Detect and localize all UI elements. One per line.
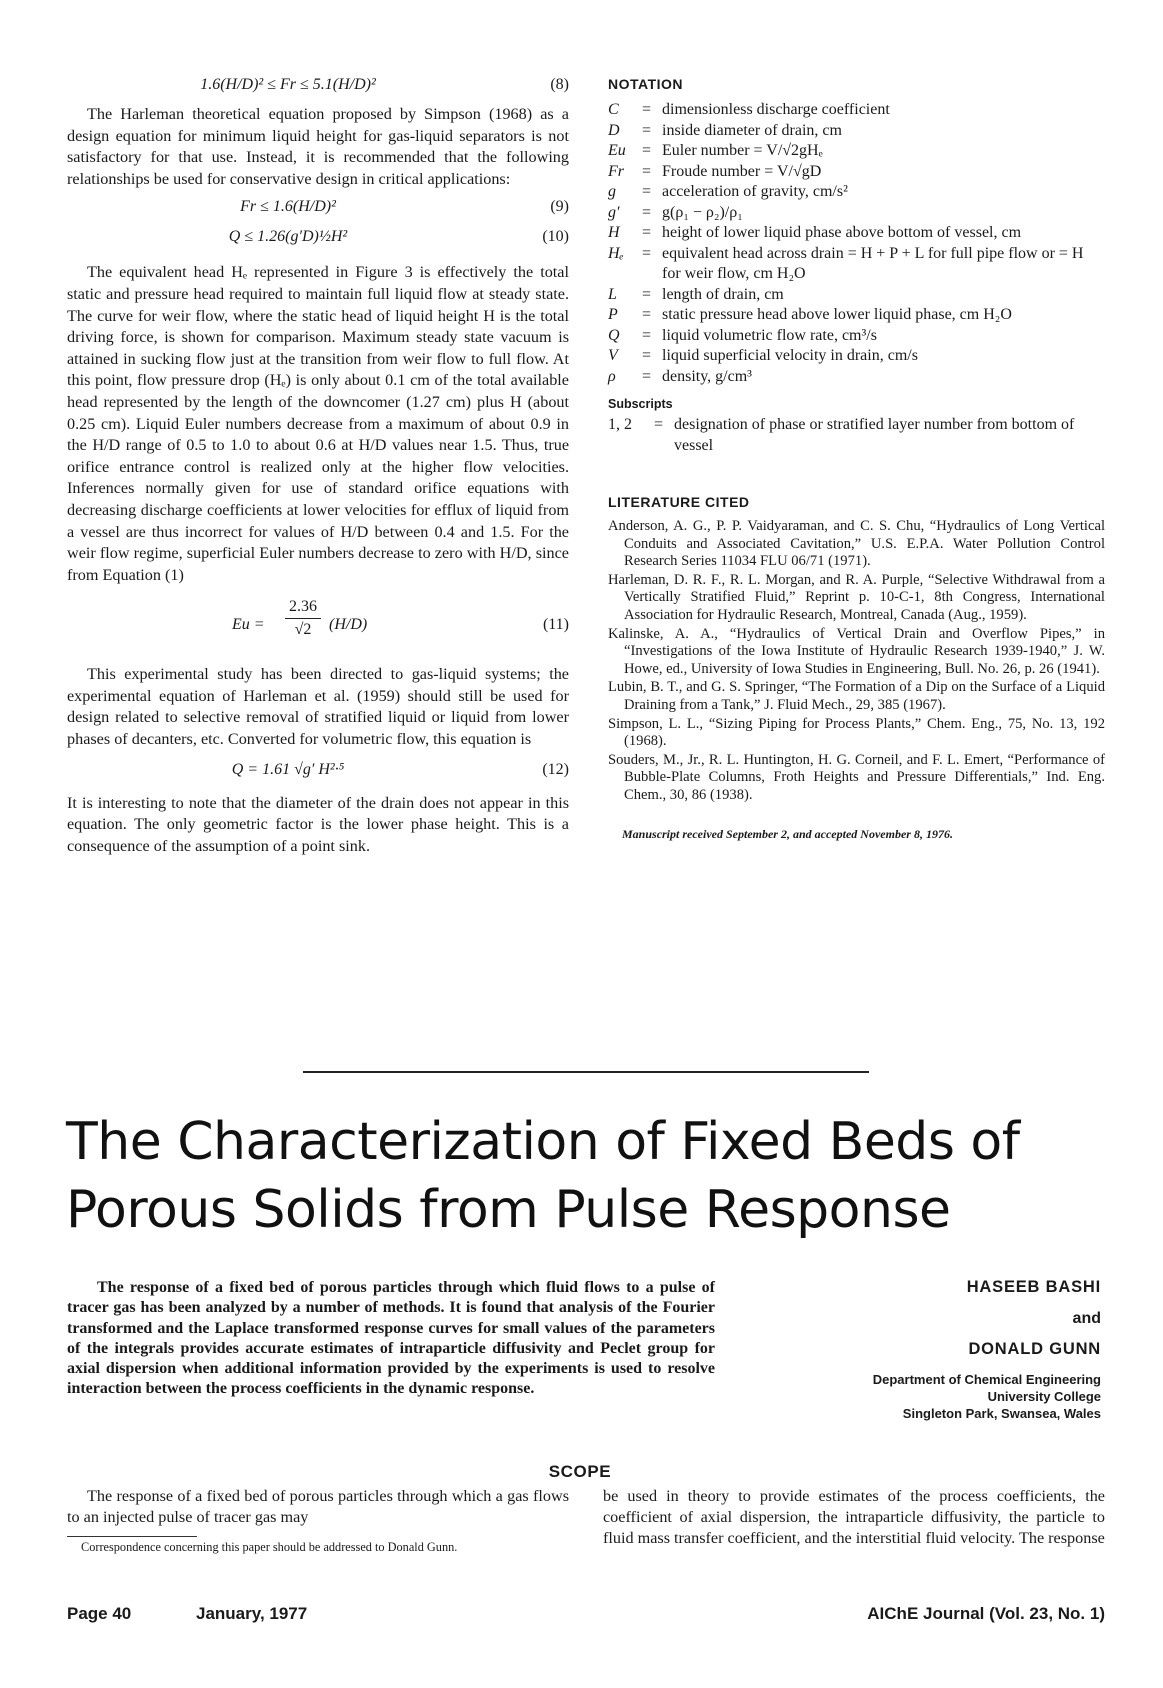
notation-symbol: g′ bbox=[608, 203, 620, 221]
reference-item: Anderson, A. G., P. P. Vaidyaraman, and C. S. Chu, “Hydraulics of Long Vertical Conduits and Associated Cavitation,” U.S. E.P.A. Water Pollution Control Research Series 11034 FLU 06/71 (1971). bbox=[608, 518, 1105, 570]
notation-definition: dimensionless discharge coefficient bbox=[662, 101, 890, 118]
notation-equals: = bbox=[642, 142, 652, 159]
notation-equals: = bbox=[642, 224, 652, 241]
scope-text-right: be used in theory to provide estimates of the process coefficients, the coefficient of axial dispersion, the intraparticle diffusivity, the particle to fluid mass transfer coefficient, and the interstitial fluid velocity. The response bbox=[603, 1487, 1105, 1547]
page-number: Page 40 bbox=[67, 1604, 132, 1623]
subscript-row bbox=[608, 415, 1105, 456]
subscript-definition: designation of phase or stratified layer number from bottom of vessel bbox=[674, 416, 1075, 454]
equation-9-expr: Fr ≤ 1.6(H/D)² bbox=[240, 198, 336, 216]
literature-list bbox=[608, 518, 1105, 805]
correspondence-footnote: Correspondence concerning this paper should be addressed to Donald Gunn. bbox=[81, 1540, 458, 1554]
notation-equals: = bbox=[642, 121, 652, 139]
reference-item: Lubin, B. T., and G. S. Springer, “The Formation of a Dip on the Surface of a Liquid Draining from a Tank,” J. Fluid Mech., 29, 385 (1967). bbox=[608, 679, 1105, 713]
equation-12-expr: Q = 1.61 √g′ H²·⁵ bbox=[231, 760, 345, 778]
notation-definition: acceleration of gravity, cm/s² bbox=[662, 183, 848, 200]
affiliation-college: University College bbox=[987, 1389, 1101, 1404]
notation-equals: = bbox=[642, 244, 652, 262]
notation-definition: density, g/cm³ bbox=[662, 367, 752, 385]
article-title bbox=[66, 1108, 1106, 1244]
subscripts-heading: Subscripts bbox=[608, 397, 673, 411]
notation-equals: = bbox=[642, 347, 652, 364]
equation-8 bbox=[67, 76, 569, 100]
scope-text-left: The response of a fixed bed of porous particles through which a gas flows to an injected pulse of tracer gas may bbox=[67, 1487, 569, 1526]
notation-row bbox=[608, 367, 1105, 388]
paragraph-equivalent-head: The equivalent head Hₑ represented in Figure 3 is effectively the total static and pressure head required to maintain full liquid flow at steady state. The curve for weir flow, where the static head of liquid height H is the total driving force, is shown for comparison. Maximum steady state vacuum is attained in sucking flow just at the transition from weir flow to full flow. At this point, flow pressure drop (Hₑ) is only about 0.1 cm of the total available head represented by the length of the downcomer (1.27 cm) plus H (about 0.25 cm). Liquid Euler numbers decrease from a maximum of about 0.9 in the H/D range of 0.5 to 1.0 to about 0.6 at H/D values near 1.5. Thus, true orifice entrance control is realized only at the higher flow velocities. Inferences normally given for use of standard orifice equations with decreasing discharge coefficients at lower velocities for efflux of liquid from a vessel are thus incorrect for values of H/D between 0.4 and 1.5. For the weir flow regime, superficial Euler numbers decrease to zero with H/D, since from Equation (1) bbox=[67, 263, 569, 584]
equation-11-number: (11) bbox=[542, 616, 569, 634]
notation-row bbox=[608, 223, 1105, 244]
notation-definition: length of drain, cm bbox=[662, 285, 784, 303]
equation-11-lhs: Eu = bbox=[232, 616, 265, 634]
notation-symbol: P bbox=[608, 306, 618, 323]
notation-row bbox=[608, 346, 1105, 367]
author-1: HASEEB BASHI bbox=[966, 1278, 1101, 1296]
notation-equals: = bbox=[642, 183, 652, 200]
notation-symbol: Eu bbox=[608, 142, 626, 159]
article-title-line2: Porous Solids from Pulse Response bbox=[66, 1180, 951, 1240]
manuscript-note: Manuscript received September 2, and accepted November 8, 1976. bbox=[622, 826, 953, 841]
notation-row bbox=[608, 141, 1105, 162]
equation-12 bbox=[67, 761, 569, 785]
notation-symbol: g bbox=[608, 183, 616, 200]
author-block bbox=[790, 1278, 1101, 1422]
notation-row bbox=[608, 244, 1105, 285]
journal-name: AIChE Journal (Vol. 23, No. 1) bbox=[867, 1604, 1105, 1623]
notation-symbol: C bbox=[608, 101, 619, 118]
notation-symbol: D bbox=[608, 121, 620, 139]
notation-symbol: H bbox=[608, 224, 620, 241]
notation-symbol: Q bbox=[608, 326, 620, 344]
notation-row bbox=[608, 182, 1105, 203]
equation-11-numerator: 2.36 bbox=[285, 598, 321, 619]
notation-row bbox=[608, 203, 1105, 224]
literature-heading: LITERATURE CITED bbox=[608, 494, 750, 510]
section-divider bbox=[303, 1071, 869, 1073]
notation-symbol: V bbox=[608, 347, 618, 364]
equation-11-rhs: (H/D) bbox=[329, 616, 368, 634]
subscripts-list bbox=[608, 415, 1105, 456]
notation-definition: liquid volumetric flow rate, cm³/s bbox=[662, 326, 877, 344]
notation-equals: = bbox=[642, 203, 652, 221]
notation-definition: equivalent head across drain = H + P + L for full pipe flow or = H for weir flow, cm H₂O bbox=[662, 244, 1084, 282]
subscript-symbol: 1, 2 bbox=[608, 416, 632, 433]
right-column bbox=[608, 76, 1105, 842]
notation-definition: liquid superficial velocity in drain, cm/s bbox=[662, 347, 918, 364]
abstract: The response of a fixed bed of porous particles through which fluid flows to a pulse of tracer gas has been analyzed by a number of methods. It is found that analysis of the Fourier transformed and the Laplace transformed response curves for small values of the parameters of the integrals provides accurate estimates of intraparticle diffusivity and Peclet group for axial dispersion when additional information provided by the experiments is used to resolve interaction between the process coefficients in the dynamic response. bbox=[67, 1279, 715, 1398]
notation-symbol: L bbox=[608, 285, 617, 303]
affiliation-department: Department of Chemical Engineering bbox=[872, 1372, 1101, 1387]
equation-10-number: (10) bbox=[542, 228, 569, 246]
subscript-equals: = bbox=[654, 416, 664, 433]
notation-definition: Euler number = V/√2gHₑ bbox=[662, 142, 823, 159]
notation-list bbox=[608, 100, 1105, 387]
notation-equals: = bbox=[642, 326, 652, 344]
equation-11-fraction bbox=[285, 598, 321, 639]
notation-definition: static pressure head above lower liquid phase, cm H₂O bbox=[662, 306, 1012, 323]
affiliation bbox=[790, 1371, 1101, 1422]
notation-row bbox=[608, 326, 1105, 347]
equation-9-number: (9) bbox=[550, 198, 569, 216]
paragraph-experimental-study: This experimental study has been directed to gas-liquid systems; the experimental equation of Harleman et al. (1959) should still be used for design related to selective removal of stratified liquid or liquid from lower phases of decanters, etc. Converted for volumetric flow, this equation is bbox=[67, 665, 569, 749]
notation-symbol: Hₑ bbox=[608, 244, 624, 262]
notation-row bbox=[608, 285, 1105, 306]
notation-symbol: ρ bbox=[608, 367, 616, 385]
notation-row bbox=[608, 305, 1105, 326]
notation-equals: = bbox=[642, 367, 652, 385]
reference-item: Harleman, D. R. F., R. L. Morgan, and R. A. Purple, “Selective Withdrawal from a Vertically Stratified Fluid,” Reprint p. 10-C-1, 8th Congress, International Association for Hydraulic Research, Montreal, Canada (Aug., 1959). bbox=[608, 571, 1105, 623]
notation-definition: inside diameter of drain, cm bbox=[662, 121, 842, 139]
notation-equals: = bbox=[642, 306, 652, 323]
notation-row bbox=[608, 100, 1105, 121]
equation-12-number: (12) bbox=[542, 760, 569, 778]
equation-10-expr: Q ≤ 1.26(g′D)½H² bbox=[228, 228, 348, 246]
equation-11 bbox=[67, 592, 569, 660]
equation-9 bbox=[67, 198, 569, 222]
left-column bbox=[67, 76, 569, 857]
notation-definition: g(ρ₁ − ρ₂)/ρ₁ bbox=[662, 203, 743, 221]
notation-equals: = bbox=[642, 101, 652, 118]
article-title-line1: The Characterization of Fixed Beds of bbox=[66, 1112, 1020, 1172]
notation-symbol: Fr bbox=[608, 162, 624, 180]
notation-row bbox=[608, 162, 1105, 183]
reference-item: Kalinske, A. A., “Hydraulics of Vertical Drain and Overflow Pipes,” in “Investigations of the Iowa Institute of Hydraulic Research 1939-1940,” J. W. Howe, ed., University of Iowa Studies in Engineering, Bull. No. 26, p. 26 (1941). bbox=[608, 625, 1105, 677]
author-2: DONALD GUNN bbox=[968, 1340, 1101, 1358]
equation-10 bbox=[67, 228, 569, 252]
equation-11-denominator: √2 bbox=[294, 621, 312, 639]
equation-8-expr: 1.6(H/D)² ≤ Fr ≤ 5.1(H/D)² bbox=[200, 76, 376, 93]
footnote-rule bbox=[67, 1536, 197, 1537]
issue-date: January, 1977 bbox=[196, 1604, 308, 1623]
notation-definition: Froude number = V/√gD bbox=[662, 162, 822, 180]
notation-row bbox=[608, 121, 1105, 142]
reference-item: Souders, M., Jr., R. L. Huntington, H. G. Corneil, and F. L. Emert, “Performance of Bubble-Plate Columns, Froth Heights and Pressure Differentials,” Ind. Eng. Chem., 30, 86 (1938). bbox=[608, 751, 1105, 803]
affiliation-address: Singleton Park, Swansea, Wales bbox=[902, 1406, 1101, 1421]
scope-right-column bbox=[603, 1486, 1105, 1549]
notation-definition: height of lower liquid phase above bottom of vessel, cm bbox=[662, 224, 1022, 241]
notation-equals: = bbox=[642, 162, 652, 180]
notation-heading: NOTATION bbox=[608, 76, 684, 92]
author-conjunction: and bbox=[1072, 1310, 1101, 1327]
scope-left-column bbox=[67, 1486, 569, 1555]
scope-heading: SCOPE bbox=[548, 1462, 612, 1481]
notation-equals: = bbox=[642, 285, 652, 303]
paragraph-diameter-note: It is interesting to note that the diameter of the drain does not appear in this equation. The only geometric factor is the lower phase height. This is a consequence of the assumption of a point sink. bbox=[67, 793, 569, 855]
reference-item: Simpson, L. L., “Sizing Piping for Process Plants,” Chem. Eng., 75, No. 13, 192 (1968). bbox=[608, 715, 1105, 750]
equation-8-number: (8) bbox=[550, 76, 569, 93]
paragraph-harleman: The Harleman theoretical equation proposed by Simpson (1968) as a design equation for minimum liquid height for gas-liquid separators is not satisfactory for that use. Instead, it is recommended that the following relationships be used for conservative design in critical applications: bbox=[67, 105, 569, 188]
